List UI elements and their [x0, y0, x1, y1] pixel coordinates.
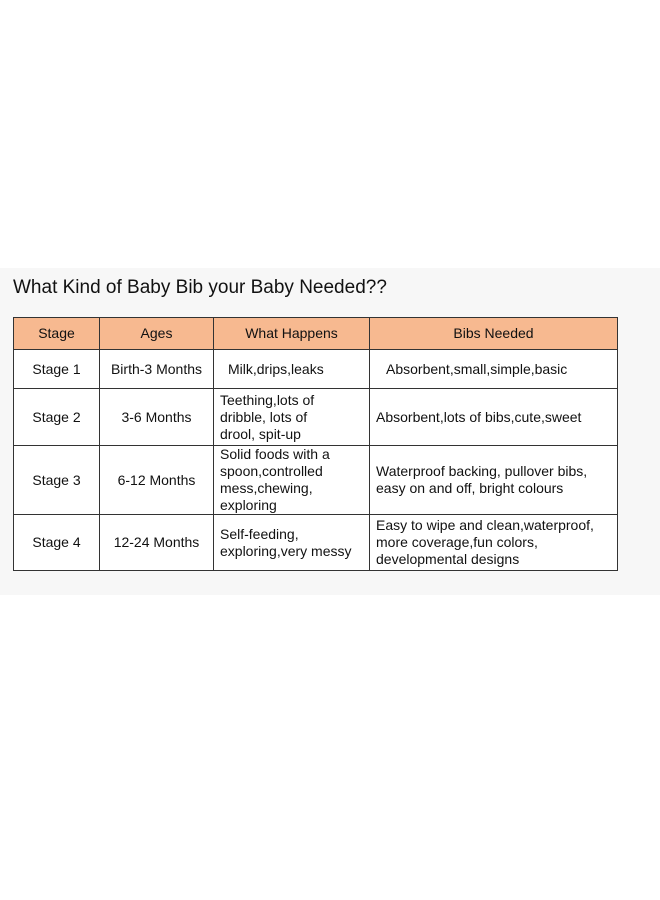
- header-bibs-needed: Bibs Needed: [370, 318, 618, 350]
- what-happens-cell: [214, 446, 370, 515]
- bibs-needed-line: Easy to wipe and clean,waterproof,: [376, 517, 594, 533]
- what-happens-line: exploring: [220, 497, 277, 513]
- table-row: [14, 515, 618, 571]
- ages-cell: 3-6 Months: [100, 389, 214, 446]
- stage-cell: Stage 2: [14, 389, 100, 446]
- what-happens-line: spoon,controlled: [220, 463, 323, 479]
- bibs-needed-line: Absorbent,small,simple,basic: [386, 360, 568, 377]
- what-happens-line: Solid foods with a: [220, 446, 330, 462]
- what-happens-line: Teething,lots of: [220, 391, 315, 408]
- bib-stages-table: [13, 317, 618, 571]
- bibs-needed-line: developmental designs: [376, 551, 520, 567]
- table-row: [14, 350, 618, 389]
- header-ages: Ages: [100, 318, 214, 350]
- ages-cell: 12-24 Months: [100, 515, 214, 571]
- stage-cell: Stage 4: [14, 515, 100, 571]
- header-what-happens: What Happens: [214, 318, 370, 350]
- bibs-needed-cell: [370, 515, 618, 571]
- what-happens-line: drool, spit-up: [220, 425, 301, 442]
- table-row: [14, 389, 618, 446]
- bibs-needed-cell: [370, 446, 618, 515]
- what-happens-cell: [214, 350, 370, 389]
- table-header-row: [14, 318, 618, 350]
- table-row: [14, 446, 618, 515]
- what-happens-cell: [214, 515, 370, 571]
- bibs-needed-cell: [370, 389, 618, 446]
- bibs-needed-cell: [370, 350, 618, 389]
- what-happens-line: dribble, lots of: [220, 408, 308, 425]
- header-stage: Stage: [14, 318, 100, 350]
- what-happens-line: mess,chewing,: [220, 480, 313, 496]
- page-title: What Kind of Baby Bib your Baby Needed??: [13, 277, 387, 298]
- bibs-needed-line: more coverage,fun colors,: [376, 534, 538, 550]
- what-happens-line: Self-feeding,: [220, 525, 299, 542]
- bibs-needed-line: Waterproof backing, pullover bibs,: [376, 463, 588, 479]
- ages-cell: Birth-3 Months: [100, 350, 214, 389]
- bibs-needed-line: easy on and off, bright colours: [376, 480, 564, 496]
- what-happens-line: exploring,very messy: [220, 542, 352, 559]
- stage-cell: Stage 1: [14, 350, 100, 389]
- ages-cell: 6-12 Months: [100, 446, 214, 515]
- stage-cell: Stage 3: [14, 446, 100, 515]
- what-happens-cell: [214, 389, 370, 446]
- what-happens-line: Milk,drips,leaks: [228, 360, 324, 377]
- bibs-needed-line: Absorbent,lots of bibs,cute,sweet: [376, 408, 582, 425]
